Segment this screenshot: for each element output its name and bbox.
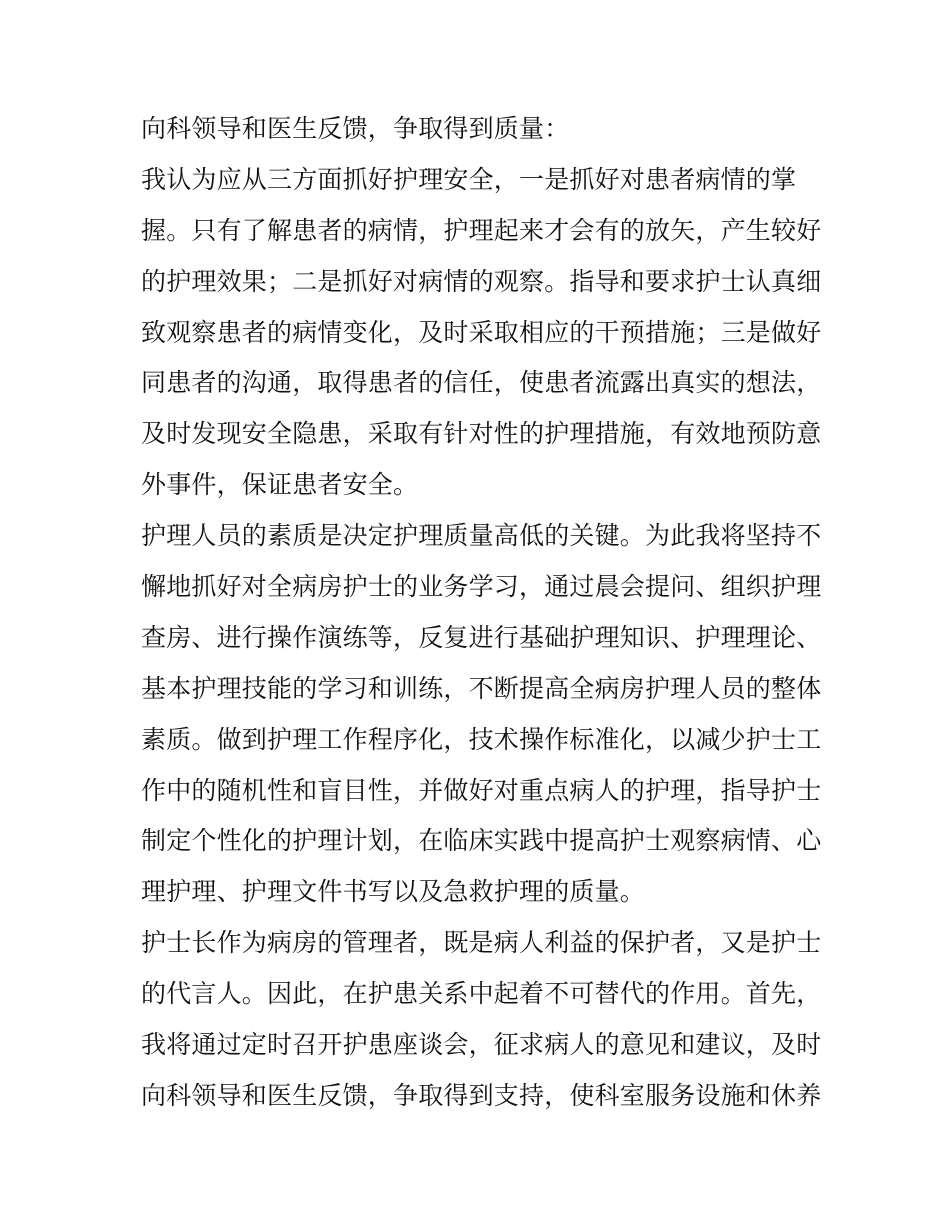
text-line-10: 懈地抓好对全病房护士的业务学习，通过晨会提问、组织护理	[141, 572, 822, 602]
text-line-16: 理护理、护理文件书写以及急救护理的质量。	[141, 877, 646, 907]
text-line-7: 及时发现安全隐患，采取有针对性的护理措施，有效地预防意	[141, 419, 822, 449]
text-line-6: 同患者的沟通，取得患者的信任，使患者流露出真实的想法，	[141, 368, 822, 398]
text-line-9: 护理人员的素质是决定护理质量高低的关键。为此我将坚持不	[141, 521, 822, 551]
text-line-1: 向科领导和医生反馈，争取得到质量：	[141, 114, 570, 143]
text-line-19: 我将通过定时召开护患座谈会，征求病人的意见和建议，及时	[141, 1030, 822, 1060]
text-line-17: 护士长作为病房的管理者，既是病人利益的保护者，又是护士	[141, 928, 822, 958]
text-line-8: 外事件，保证患者安全。	[141, 470, 419, 500]
text-line-4: 的护理效果；二是抓好对病情的观察。指导和要求护士认真细	[141, 266, 822, 296]
text-line-2: 我认为应从三方面抓好护理安全，一是抓好对患者病情的掌	[141, 164, 797, 194]
text-line-13: 素质。做到护理工作程序化，技术操作标准化，以减少护士工	[141, 724, 822, 754]
text-line-18: 的代言人。因此，在护患关系中起着不可替代的作用。首先，	[141, 979, 822, 1009]
document-body	[141, 104, 822, 1122]
text-line-5: 致观察患者的病情变化，及时采取相应的干预措施；三是做好	[141, 317, 822, 347]
text-line-3: 握。只有了解患者的病情，护理起来才会有的放矢，产生较好	[141, 215, 822, 245]
text-line-12: 基本护理技能的学习和训练，不断提高全病房护理人员的整体	[141, 673, 822, 703]
text-line-20: 向科领导和医生反馈，争取得到支持，使科室服务设施和休养	[141, 1080, 822, 1110]
text-line-14: 作中的随机性和盲目性，并做好对重点病人的护理，指导护士	[141, 775, 822, 805]
text-line-15: 制定个性化的护理计划，在临床实践中提高护士观察病情、心	[141, 826, 822, 856]
text-line-11: 查房、进行操作演练等，反复进行基础护理知识、护理理论、	[141, 622, 822, 652]
